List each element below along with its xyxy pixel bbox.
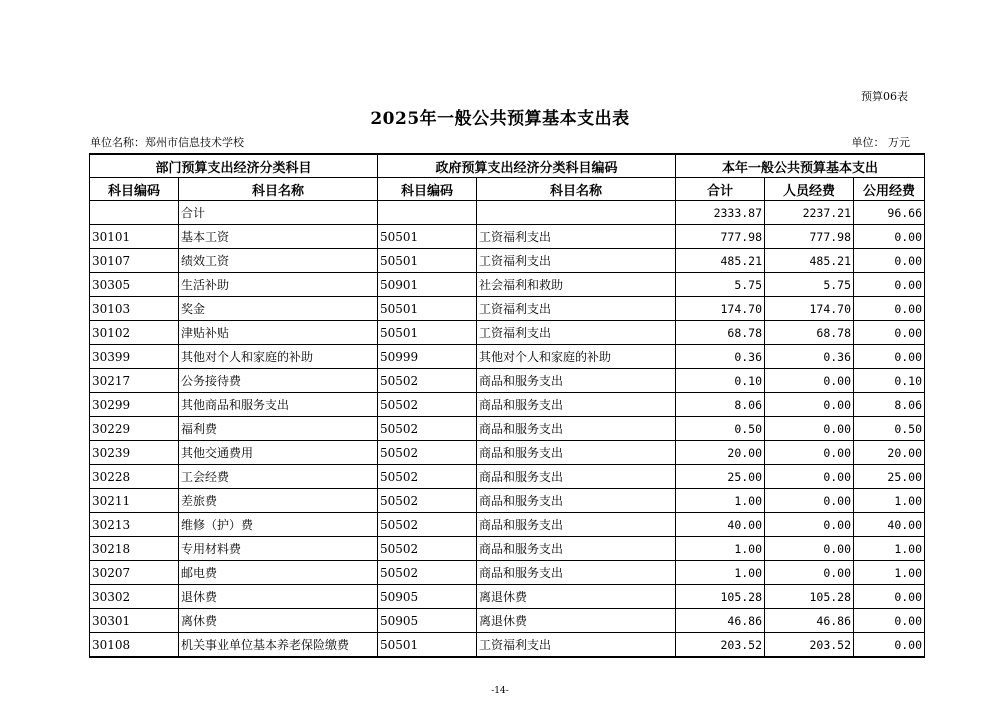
name-cell: 离休费	[179, 609, 378, 633]
personnel-cell: 5.75	[765, 273, 854, 297]
gov-code-cell: 50501	[378, 633, 477, 658]
total-cell: 20.00	[676, 441, 765, 465]
gov-name-cell: 离退休费	[477, 609, 676, 633]
code-cell: 30101	[90, 225, 179, 249]
personnel-cell: 68.78	[765, 321, 854, 345]
total-amount: 2333.87	[676, 201, 765, 225]
gov-code-cell: 50502	[378, 561, 477, 585]
table-row	[90, 249, 925, 273]
public-cell: 0.00	[854, 321, 925, 345]
personnel-cell: 174.70	[765, 297, 854, 321]
table-row	[90, 393, 925, 417]
code-cell: 30302	[90, 585, 179, 609]
gov-name-cell: 工资福利支出	[477, 321, 676, 345]
public-cell: 0.00	[854, 345, 925, 369]
public-cell: 25.00	[854, 465, 925, 489]
header-dept-classification: 部门预算支出经济分类科目	[90, 154, 378, 178]
table-row	[90, 321, 925, 345]
name-cell: 津贴补贴	[179, 321, 378, 345]
total-cell: 0.50	[676, 417, 765, 441]
name-cell: 福利费	[179, 417, 378, 441]
table-row	[90, 489, 925, 513]
personnel-cell: 0.00	[765, 561, 854, 585]
code-cell: 30229	[90, 417, 179, 441]
personnel-cell: 0.36	[765, 345, 854, 369]
public-cell: 0.00	[854, 225, 925, 249]
public-cell: 0.00	[854, 609, 925, 633]
gov-code-cell: 50502	[378, 417, 477, 441]
total-cell: 0.10	[676, 369, 765, 393]
header-code: 科目编码	[90, 178, 179, 201]
gov-name-cell: 商品和服务支出	[477, 489, 676, 513]
code-cell: 30103	[90, 297, 179, 321]
personnel-cell: 0.00	[765, 369, 854, 393]
header-gov-classification: 政府预算支出经济分类科目编码	[378, 154, 676, 178]
name-cell: 机关事业单位基本养老保险缴费	[179, 633, 378, 658]
gov-name-cell: 商品和服务支出	[477, 393, 676, 417]
header-name: 科目名称	[179, 178, 378, 201]
name-cell: 绩效工资	[179, 249, 378, 273]
table-row	[90, 537, 925, 561]
gov-name-cell: 商品和服务支出	[477, 441, 676, 465]
personnel-cell: 46.86	[765, 609, 854, 633]
public-cell: 40.00	[854, 513, 925, 537]
total-cell: 5.75	[676, 273, 765, 297]
code-cell: 30107	[90, 249, 179, 273]
gov-name-cell: 工资福利支出	[477, 249, 676, 273]
public-cell: 1.00	[854, 537, 925, 561]
total-cell: 485.21	[676, 249, 765, 273]
form-number: 预算06表	[861, 90, 908, 103]
code-cell: 30399	[90, 345, 179, 369]
name-cell: 工会经费	[179, 465, 378, 489]
header-gov-code: 科目编码	[378, 178, 477, 201]
public-cell: 0.00	[854, 297, 925, 321]
personnel-cell: 0.00	[765, 489, 854, 513]
table-row	[90, 441, 925, 465]
public-cell: 0.00	[854, 249, 925, 273]
name-cell: 其他商品和服务支出	[179, 393, 378, 417]
code-cell: 30299	[90, 393, 179, 417]
name-cell: 其他对个人和家庭的补助	[179, 345, 378, 369]
gov-code-cell: 50905	[378, 609, 477, 633]
public-cell: 8.06	[854, 393, 925, 417]
public-cell: 1.00	[854, 561, 925, 585]
gov-code-cell: 50501	[378, 321, 477, 345]
name-cell: 维修（护）费	[179, 513, 378, 537]
total-cell: 777.98	[676, 225, 765, 249]
name-cell: 邮电费	[179, 561, 378, 585]
public-cell: 0.00	[854, 273, 925, 297]
gov-name-cell: 商品和服务支出	[477, 513, 676, 537]
personnel-cell: 0.00	[765, 393, 854, 417]
header-row-groups	[90, 154, 925, 178]
budget-table	[89, 153, 925, 658]
total-cell: 203.52	[676, 633, 765, 658]
gov-code-cell: 50501	[378, 249, 477, 273]
name-cell: 公务接待费	[179, 369, 378, 393]
code-cell: 30218	[90, 537, 179, 561]
total-gov-code-cell	[378, 201, 477, 225]
code-cell: 30102	[90, 321, 179, 345]
gov-name-cell: 工资福利支出	[477, 633, 676, 658]
total-cell: 1.00	[676, 537, 765, 561]
public-cell: 1.00	[854, 489, 925, 513]
gov-code-cell: 50501	[378, 297, 477, 321]
code-cell: 30217	[90, 369, 179, 393]
gov-name-cell: 工资福利支出	[477, 225, 676, 249]
header-row-columns	[90, 178, 925, 201]
total-cell: 40.00	[676, 513, 765, 537]
total-cell: 8.06	[676, 393, 765, 417]
code-cell: 30228	[90, 465, 179, 489]
code-cell: 30207	[90, 561, 179, 585]
total-cell: 1.00	[676, 489, 765, 513]
public-cell: 0.00	[854, 585, 925, 609]
code-cell: 30213	[90, 513, 179, 537]
gov-code-cell: 50901	[378, 273, 477, 297]
table-row	[90, 465, 925, 489]
personnel-cell: 0.00	[765, 441, 854, 465]
personnel-cell: 0.00	[765, 417, 854, 441]
total-cell: 0.36	[676, 345, 765, 369]
name-cell: 专用材料费	[179, 537, 378, 561]
header-public: 公用经费	[854, 178, 925, 201]
table-row	[90, 297, 925, 321]
gov-name-cell: 商品和服务支出	[477, 465, 676, 489]
gov-code-cell: 50502	[378, 465, 477, 489]
name-cell: 奖金	[179, 297, 378, 321]
personnel-cell: 485.21	[765, 249, 854, 273]
table-row	[90, 225, 925, 249]
gov-name-cell: 社会福利和救助	[477, 273, 676, 297]
gov-code-cell: 50502	[378, 393, 477, 417]
total-gov-name-cell	[477, 201, 676, 225]
page-title: 2025年一般公共预算基本支出表	[370, 109, 630, 129]
gov-code-cell: 50502	[378, 513, 477, 537]
total-cell: 25.00	[676, 465, 765, 489]
table-row	[90, 273, 925, 297]
total-cell: 46.86	[676, 609, 765, 633]
gov-code-cell: 50502	[378, 369, 477, 393]
gov-name-cell: 商品和服务支出	[477, 417, 676, 441]
total-cell: 174.70	[676, 297, 765, 321]
gov-code-cell: 50502	[378, 489, 477, 513]
gov-code-cell: 50502	[378, 441, 477, 465]
gov-code-cell: 50905	[378, 585, 477, 609]
code-cell: 30211	[90, 489, 179, 513]
personnel-cell: 203.52	[765, 633, 854, 658]
header-personnel: 人员经费	[765, 178, 854, 201]
public-cell: 0.50	[854, 417, 925, 441]
name-cell: 基本工资	[179, 225, 378, 249]
gov-code-cell: 50501	[378, 225, 477, 249]
table-row	[90, 513, 925, 537]
unit-name: 单位名称：郑州市信息技术学校	[90, 136, 244, 149]
table-row	[90, 609, 925, 633]
personnel-cell: 0.00	[765, 537, 854, 561]
header-total: 合计	[676, 178, 765, 201]
header-gov-name: 科目名称	[477, 178, 676, 201]
total-personnel: 2237.21	[765, 201, 854, 225]
personnel-cell: 0.00	[765, 465, 854, 489]
table-row	[90, 345, 925, 369]
name-cell: 其他交通费用	[179, 441, 378, 465]
gov-name-cell: 商品和服务支出	[477, 537, 676, 561]
code-cell: 30239	[90, 441, 179, 465]
total-label: 合计	[179, 201, 378, 225]
public-cell: 0.10	[854, 369, 925, 393]
total-code-cell	[90, 201, 179, 225]
code-cell: 30305	[90, 273, 179, 297]
gov-name-cell: 商品和服务支出	[477, 561, 676, 585]
gov-code-cell: 50999	[378, 345, 477, 369]
total-public: 96.66	[854, 201, 925, 225]
gov-name-cell: 离退休费	[477, 585, 676, 609]
name-cell: 生活补助	[179, 273, 378, 297]
page-number: -14-	[491, 686, 509, 696]
total-cell: 105.28	[676, 585, 765, 609]
gov-name-cell: 工资福利支出	[477, 297, 676, 321]
total-cell: 68.78	[676, 321, 765, 345]
gov-code-cell: 50502	[378, 537, 477, 561]
gov-name-cell: 商品和服务支出	[477, 369, 676, 393]
name-cell: 差旅费	[179, 489, 378, 513]
total-cell: 1.00	[676, 561, 765, 585]
personnel-cell: 0.00	[765, 513, 854, 537]
personnel-cell: 105.28	[765, 585, 854, 609]
total-row	[90, 201, 925, 225]
table-row	[90, 369, 925, 393]
personnel-cell: 777.98	[765, 225, 854, 249]
table-row	[90, 417, 925, 441]
table-row	[90, 561, 925, 585]
table-row	[90, 585, 925, 609]
public-cell: 20.00	[854, 441, 925, 465]
public-cell: 0.00	[854, 633, 925, 658]
name-cell: 退休费	[179, 585, 378, 609]
currency-unit: 单位： 万元	[851, 136, 910, 149]
table-row	[90, 633, 925, 658]
code-cell: 30301	[90, 609, 179, 633]
code-cell: 30108	[90, 633, 179, 658]
gov-name-cell: 其他对个人和家庭的补助	[477, 345, 676, 369]
header-basic-expenditure: 本年一般公共预算基本支出	[676, 154, 925, 178]
